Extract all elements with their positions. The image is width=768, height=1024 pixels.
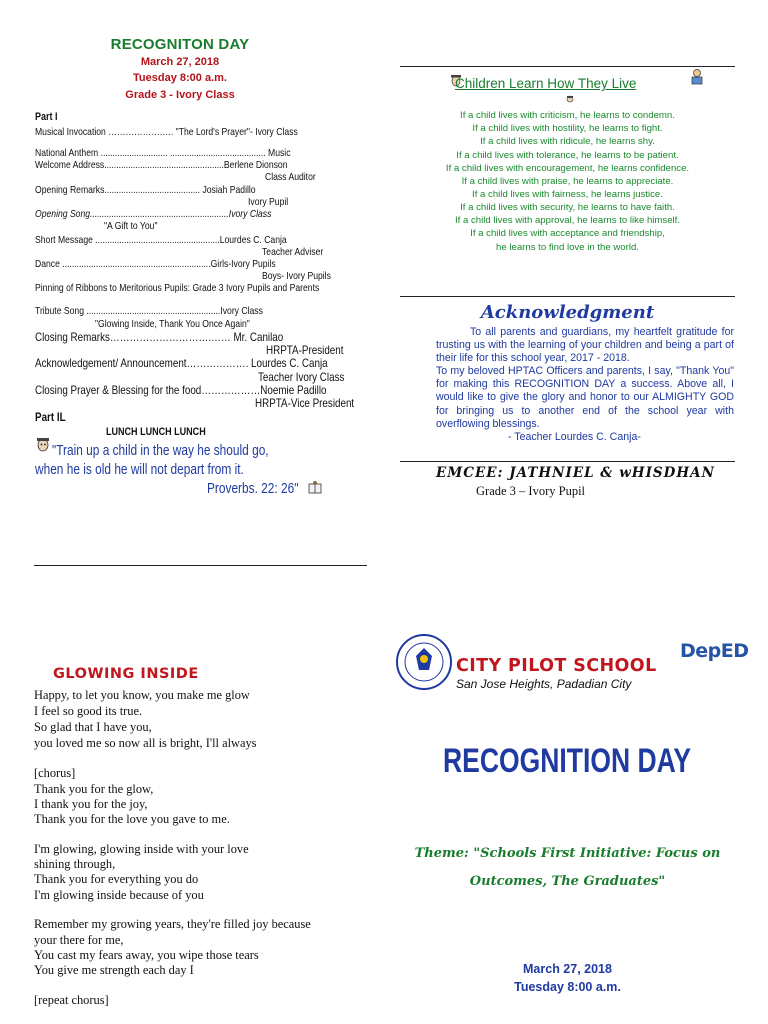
poem-line: If a child lives with tolerance, he learns to be patient. xyxy=(456,150,679,161)
poem-line: If a child lives with hostility, he learns to fight. xyxy=(472,123,663,134)
deped-logo xyxy=(680,640,749,662)
program-welcome-role: Class Auditor xyxy=(265,171,316,183)
poem-line: If a child lives with praise, he learns to appreciate. xyxy=(461,176,674,187)
program-closing-role: HRPTA-President xyxy=(266,343,344,357)
program-time: Tuesday 8:00 a.m. xyxy=(133,72,227,84)
deped-seal-icon xyxy=(396,634,452,695)
children-poem-title: Children Learn How They Live xyxy=(455,76,637,91)
song-title: GLOWING INSIDE xyxy=(53,666,199,682)
poem-line: If a child lives with acceptance and friendship, xyxy=(470,228,665,239)
part-two-heading: Part IL xyxy=(35,410,66,424)
poem-line: If a child lives with approval, he learns to like himself. xyxy=(454,215,681,226)
song-line: Thank you for the glow, xyxy=(34,782,154,796)
cover-time: Tuesday 8:00 a.m. xyxy=(514,980,621,994)
song-line: I feel so good its true. xyxy=(34,704,143,718)
lunch-label: LUNCH LUNCH LUNCH xyxy=(106,426,206,438)
cover-title-text: RECOGNITION DAY xyxy=(443,742,692,780)
cover-date: March 27, 2018 xyxy=(523,962,612,976)
cover-title xyxy=(400,742,735,781)
poem-line: he learns to find love in the world. xyxy=(496,242,639,253)
divider-right-low xyxy=(400,461,735,462)
song-line: your there for me, xyxy=(34,933,124,947)
program-prayer-role: HRPTA-Vice President xyxy=(255,396,355,410)
poem-line: If a child lives with criticism, he learns to condemn. xyxy=(460,110,675,121)
song-line: [chorus] xyxy=(34,766,76,780)
opening-song-text: Opening Song..........................................................Ivory Class xyxy=(35,208,272,220)
school-address: San Jose Heights, Padadian City xyxy=(456,677,632,691)
theme-line-1: Theme: "Schools First Initiative: Focus on xyxy=(414,846,721,861)
song-line: I thank you for the joy, xyxy=(34,797,148,811)
poem-line: If a child lives with security, he learns to have faith. xyxy=(460,202,675,213)
program-acknowledgement: Acknowledgement/ Announcement………………. Lourdes C. Canja xyxy=(35,356,328,370)
acknowledgment-signature: - Teacher Lourdes C. Canja- xyxy=(508,430,641,443)
theme-line-2: Outcomes, The Graduates" xyxy=(469,874,666,889)
song-line: shining through, xyxy=(34,857,116,871)
program-closing: Closing Remarks………………………….…… Mr. Canilao xyxy=(35,330,284,344)
program-acknowledgement-role: Teacher Ivory Class xyxy=(258,370,345,384)
kids-reading-icon xyxy=(688,68,706,91)
program-dance-role: Boys- Ivory Pupils xyxy=(262,270,331,282)
book-icon xyxy=(307,480,323,501)
program-prayer: Closing Prayer & Blessing for the food………………Noemie Padillo xyxy=(35,383,327,397)
divider-right-mid xyxy=(400,296,735,297)
program-opening-role: Ivory Pupil xyxy=(248,196,289,208)
quote-line-2: when he is old he will not depart from it. xyxy=(35,462,244,478)
song-line: I'm glowing inside because of you xyxy=(34,888,204,902)
program-opening: Opening Remarks........................................ Josiah Padillo xyxy=(35,184,256,196)
emcee-label: EMCEE: JATHNIEL & wHISDHAN xyxy=(436,465,715,481)
acknowledgment-paragraph-2: To my beloved HPTAC Officers and parents, I say, "Thank You" for making this RECOGNITION DAY a success. Above all, I would like to give the glory and honor to our ALMIGHTY GOD for bringing us to another end of the school year with overflowing blessings. xyxy=(436,365,734,430)
school-name: CITY PILOT SCHOOL xyxy=(456,656,657,676)
program-short-message: Short Message ....................................................Lourdes C. Canja xyxy=(35,234,287,246)
program-date: March 27, 2018 xyxy=(140,56,220,68)
program-ribbons: Pinning of Ribbons to Meritorious Pupils: Grade 3 Ivory Pupils and Parents xyxy=(35,282,320,294)
quote-line-1: "Train up a child in the way he should go, xyxy=(52,443,269,459)
program-tribute-title: "Glowing Inside, Thank You Once Again" xyxy=(95,318,250,330)
teacher-icon xyxy=(35,437,53,458)
song-line: Happy, to let you know, you make me glow xyxy=(34,688,250,702)
poem-line: If a child lives with ridicule, he learns shy. xyxy=(480,136,655,147)
song-line: Thank you for the love you gave to me. xyxy=(34,812,230,826)
song-line: you loved me so now all is bright, I'll always xyxy=(34,736,257,750)
program-invocation: Musical Invocation ……………….…. "The Lord's Prayer"- Ivory Class xyxy=(35,126,298,138)
divider-left xyxy=(34,565,367,566)
song-line: I'm glowing, glowing inside with your love xyxy=(34,842,249,856)
program-grade: Grade 3 - Ivory Class xyxy=(125,89,235,101)
song-line: So glad that I have you, xyxy=(34,720,152,734)
part-one-heading: Part I xyxy=(35,111,58,123)
acknowledgment-body xyxy=(436,326,734,444)
program-tribute: Tribute Song ........................................................Ivory Class xyxy=(35,305,263,317)
song-line: Remember my growing years, they're filled joy because xyxy=(34,917,311,931)
program-title: RECOGNITON DAY xyxy=(110,36,250,53)
program-opening-song-title: "A Gift to You" xyxy=(104,220,158,232)
program-anthem: National Anthem ............................ ........................................ Music xyxy=(35,147,291,159)
emcee-grade: Grade 3 – Ivory Pupil xyxy=(476,484,586,498)
deped-logo-text: DepED xyxy=(680,640,749,662)
song-line: Thank you for everything you do xyxy=(34,872,199,886)
song-line: You cast my fears away, you wipe those tears xyxy=(34,948,259,962)
program-short-message-role: Teacher Adviser xyxy=(262,246,324,258)
poem-line: If a child lives with fairness, he learns justice. xyxy=(472,189,663,200)
program-welcome: Welcome Address..................................................Berlene Dionson xyxy=(35,159,288,171)
song-line: [repeat chorus] xyxy=(34,993,109,1007)
song-line: You give me strength each day I xyxy=(34,963,194,977)
acknowledgment-paragraph-1: To all parents and guardians, my heartfelt gratitude for trusting us with the learning of your children and being a part of their life for this school year, 2017 - 2018. xyxy=(436,326,734,365)
acknowledgment-title: Acknowledgment xyxy=(480,302,655,323)
divider-right-top xyxy=(400,66,735,67)
quote-reference: Proverbs. 22: 26" xyxy=(207,481,299,497)
poem-line: If a child lives with encouragement, he learns confidence. xyxy=(445,163,690,174)
program-dance: Dance ..............................................................Girls-Ivory Pupils xyxy=(35,258,276,270)
program-opening-song xyxy=(35,208,271,220)
